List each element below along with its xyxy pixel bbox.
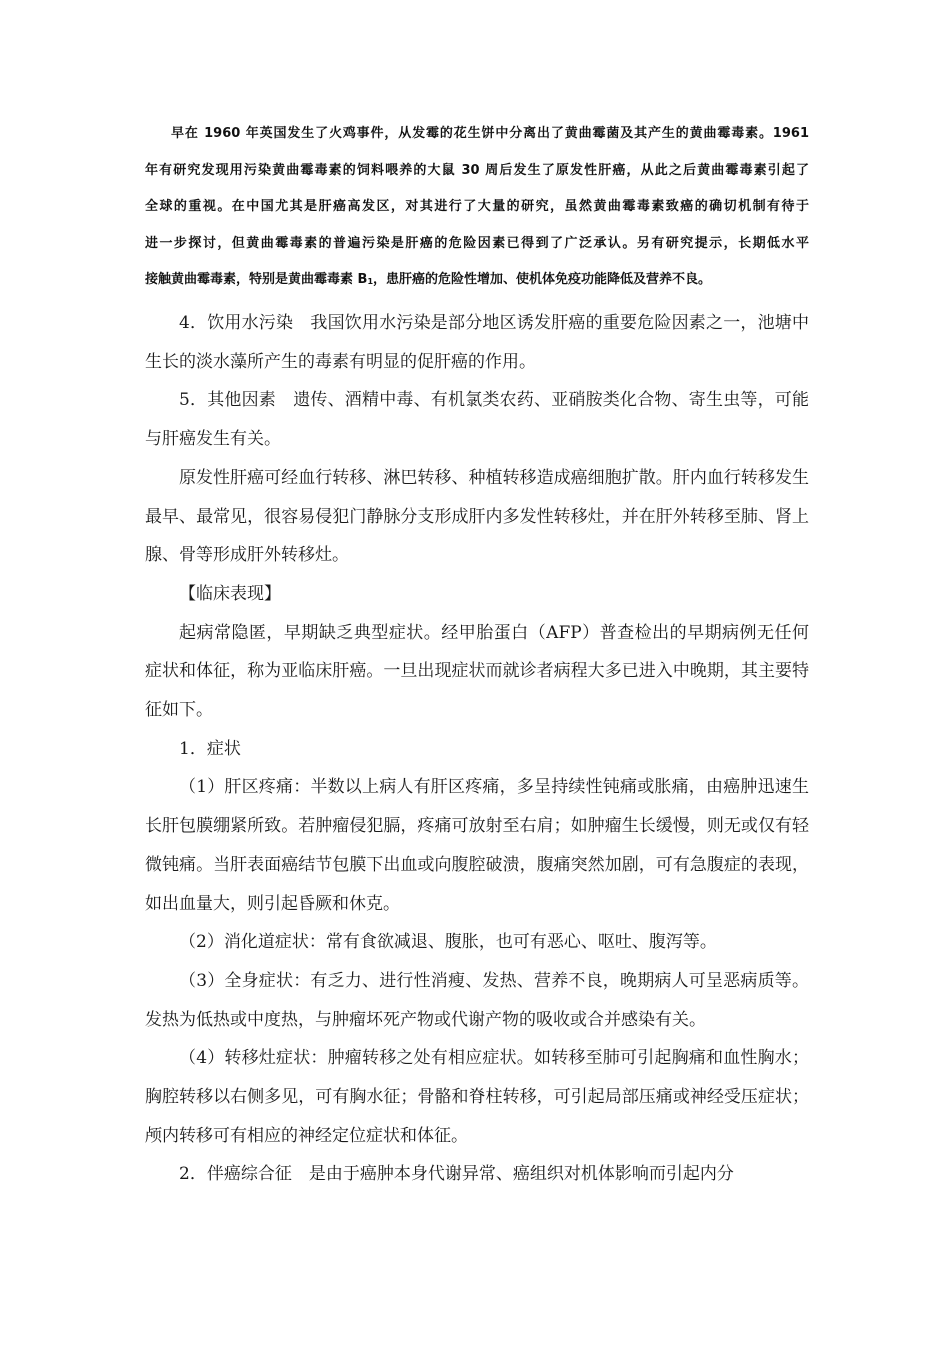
note-line: 进一步探讨，但黄曲霉毒素的普遍污染是肝癌的危险因素已得到了广泛承认。另有研究提示，长期低水平	[145, 235, 809, 251]
section-heading-clinical: 【临床表现】	[179, 583, 281, 604]
note-last-text-end: ，患肝癌的危险性增加、使机体免疫功能降低及营养不良。	[373, 272, 712, 287]
note-line: 年有研究发现用污染黄曲霉毒素的饲料喂养的大鼠 30 周后发生了原发性肝癌，从此之后黄曲霉毒素引起了	[145, 162, 809, 178]
paragraph-paraneoplastic: 2．伴癌综合征 是由于癌肿本身代谢异常、癌组织对机体影响而引起内分	[179, 1164, 734, 1185]
subheading-symptoms: 1．症状	[179, 738, 241, 759]
paragraph-metastatic-symptoms: （4）转移灶症状：肿瘤转移之处有相应症状。如转移至肺可引起胸痛和血性胸水；胸腔转移以右侧多见，可有胸水征；骨骼和脊柱转移，可引起局部压痛或神经受压症状；颅内转移可有相应的神经定位症状和体征。	[145, 1048, 809, 1146]
paragraph-systemic: （3）全身症状：有乏力、进行性消瘦、发热、营养不良，晚期病人可呈恶病质等。发热为低热或中度热，与肿瘤坏死产物或代谢产物的吸收或合并感染有关。	[145, 970, 809, 1030]
note-line-last	[145, 262, 809, 301]
aflatoxin-note	[145, 116, 809, 301]
paragraph-digestive: （2）消化道症状：常有食欲减退、腹胀，也可有恶心、呕吐、腹泻等。	[179, 932, 717, 953]
paragraph-drinking-water: 4．饮用水污染 我国饮用水污染是部分地区诱发肝癌的重要危险因素之一，池塘中生长的淡水藻所产生的毒素有明显的促肝癌的作用。	[145, 313, 809, 372]
note-line: 全球的重视。在中国尤其是肝癌高发区，对其进行了大量的研究，虽然黄曲霉毒素致癌的确切机制有待于	[145, 199, 809, 214]
paragraph-onset: 起病常隐匿，早期缺乏典型症状。经甲胎蛋白（AFP）普查检出的早期病例无任何症状和体征，称为亚临床肝癌。一旦出现症状而就诊者病程大多已进入中晚期，其主要特征如下。	[145, 622, 809, 721]
paragraph-liver-pain: （1）肝区疼痛：半数以上病人有肝区疼痛，多呈持续性钝痛或胀痛，由癌肿迅速生长肝包膜绷紧所致。若肿瘤侵犯膈，疼痛可放射至右肩；如肿瘤生长缓慢，则无或仅有轻微钝痛。当肝表面癌结节包膜下出血或向腹腔破溃，腹痛突然加剧，可有急腹症的表现，如出血量大，则引起昏厥和休克。	[145, 777, 809, 914]
subscript-one: 1	[367, 277, 374, 286]
main-body-text	[145, 304, 809, 1194]
note-last-text: 接触黄曲霉毒素，特别是黄曲霉毒素 B	[145, 272, 368, 287]
paragraph-metastasis: 原发性肝癌可经血行转移、淋巴转移、种植转移造成癌细胞扩散。肝内血行转移发生最早、最常见，很容易侵犯门静脉分支形成肝内多发性转移灶，并在肝外转移至肺、肾上腺、骨等形成肝外转移灶。	[145, 467, 809, 566]
paragraph-other-factors: 5．其他因素 遗传、酒精中毒、有机氯类农药、亚硝胺类化合物、寄生虫等，可能与肝癌发生有关。	[145, 390, 809, 450]
note-line: 早在 1960 年英国发生了火鸡事件，从发霉的花生饼中分离出了黄曲霉菌及其产生的黄曲霉毒素。1961	[171, 126, 809, 141]
